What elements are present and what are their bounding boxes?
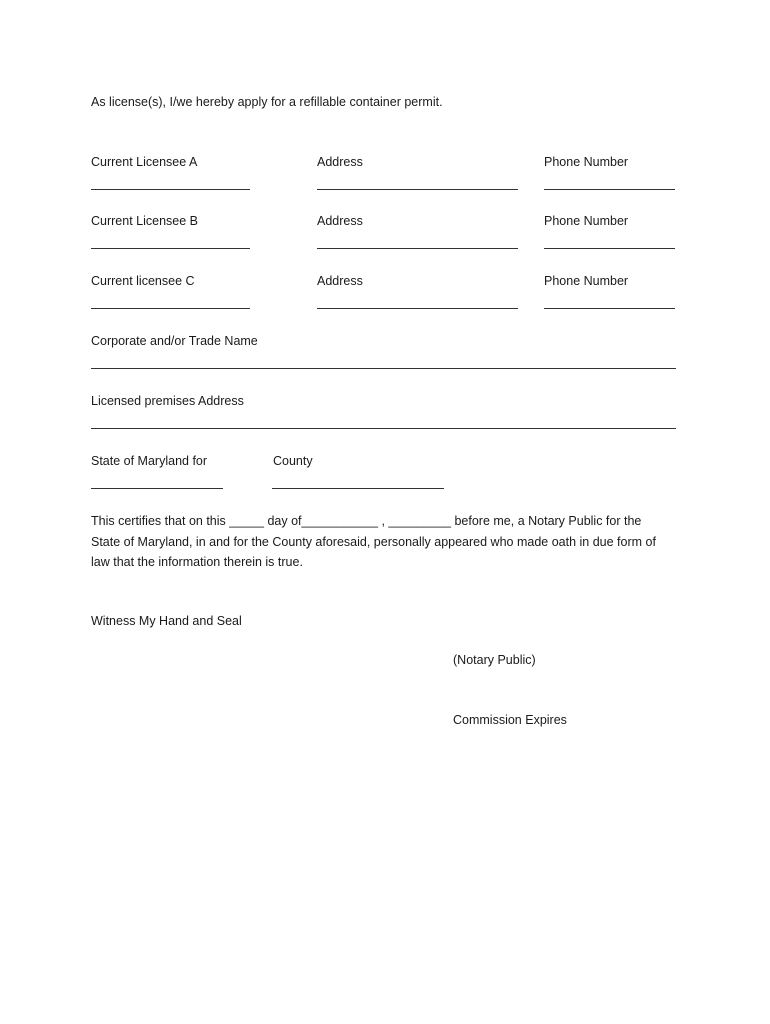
certification-line: State of Maryland, in and for the County aforesaid, personally appeared who made oath in due form of — [91, 534, 656, 549]
commission-expires-label: Commission Expires — [453, 713, 567, 727]
licensee-c-name-blank[interactable] — [91, 308, 250, 309]
licensee-b-phone-label: Phone Number — [544, 214, 629, 228]
licensee-a-name-blank[interactable] — [91, 189, 250, 190]
corporate-name-label: Corporate and/or Trade Name — [91, 334, 258, 348]
witness-label: Witness My Hand and Seal — [91, 614, 242, 628]
licensee-a-address-label: Address — [317, 155, 363, 169]
licensee-c-phone-blank[interactable] — [544, 308, 675, 309]
certification-line: This certifies that on this _____ day of___________ , _________ before me, a Notary Public for the — [91, 514, 642, 528]
state-label: State of Maryland for — [91, 454, 208, 468]
licensee-c-phone-label: Phone Number — [544, 274, 629, 288]
licensee-a-phone-label: Phone Number — [544, 155, 629, 169]
licensee-a-phone-blank[interactable] — [544, 189, 675, 190]
licensee-a-address-blank[interactable] — [317, 189, 518, 190]
licensee-c-address-label: Address — [317, 274, 363, 288]
certification-paragraph — [91, 511, 681, 573]
premises-address-blank[interactable] — [91, 428, 676, 429]
licensee-b-address-label: Address — [317, 214, 363, 228]
licensee-b-phone-blank[interactable] — [544, 248, 675, 249]
certification-line: law that the information therein is true. — [91, 555, 303, 569]
county-blank[interactable] — [272, 488, 444, 489]
premises-address-label: Licensed premises Address — [91, 394, 244, 408]
licensee-c-address-blank[interactable] — [317, 308, 518, 309]
state-blank[interactable] — [91, 488, 223, 489]
licensee-b-address-blank[interactable] — [317, 248, 518, 249]
corporate-name-blank[interactable] — [91, 368, 676, 369]
intro-text: As license(s), I/we hereby apply for a refillable container permit. — [91, 95, 443, 109]
licensee-a-label: Current Licensee A — [91, 155, 198, 169]
county-label: County — [273, 454, 313, 468]
notary-public-label: (Notary Public) — [453, 653, 536, 667]
licensee-b-name-blank[interactable] — [91, 248, 250, 249]
licensee-b-label: Current Licensee B — [91, 214, 199, 228]
licensee-c-label: Current licensee C — [91, 274, 195, 288]
